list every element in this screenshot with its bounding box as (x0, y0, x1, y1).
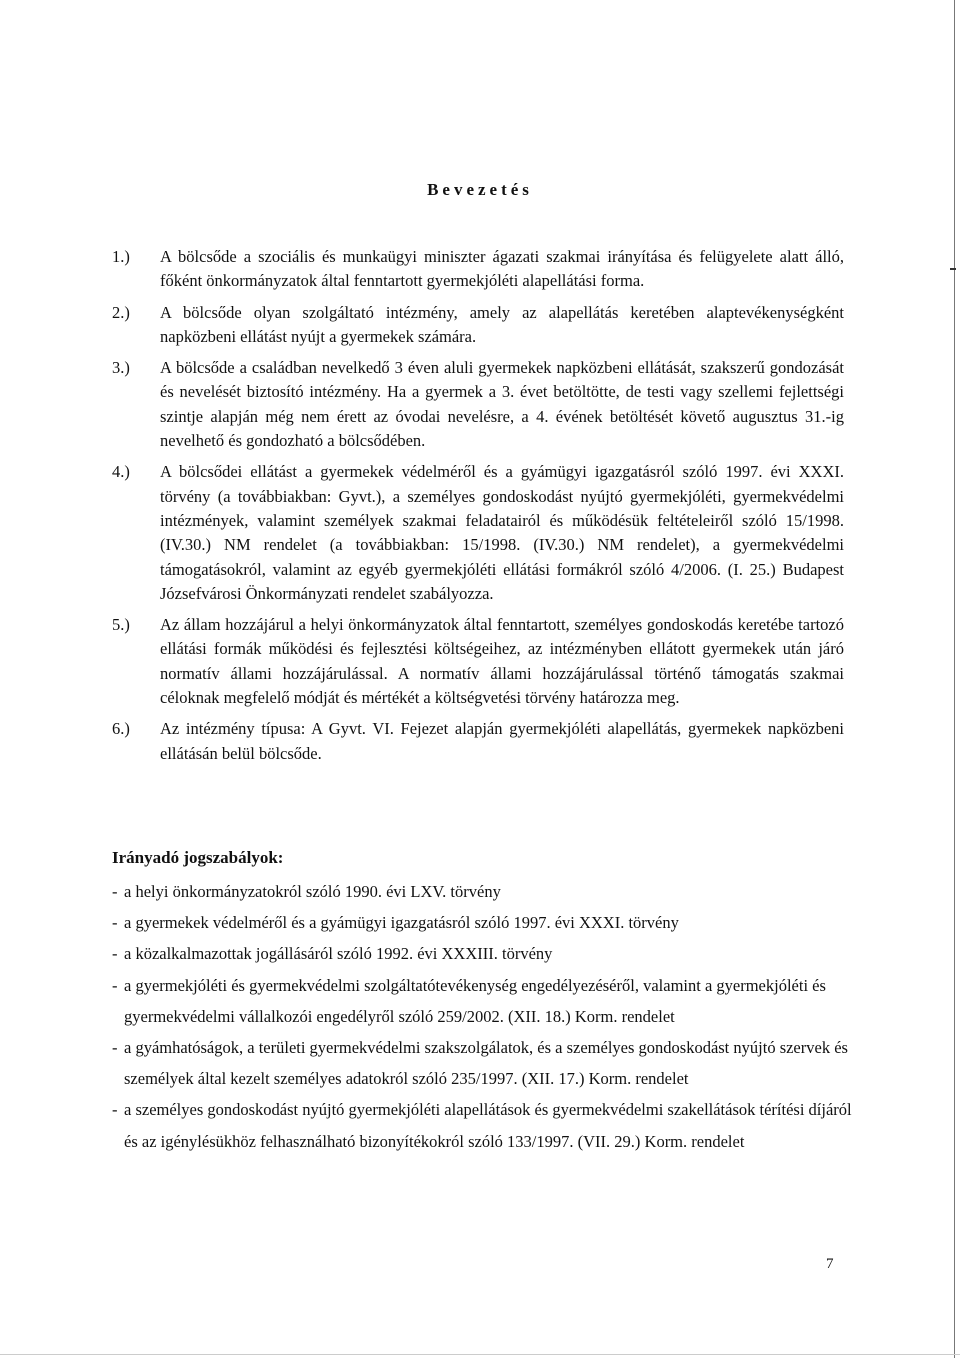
section-title: Bevezetés (427, 180, 533, 199)
item-text: A bölcsőde a családban nevelkedő 3 éven aluli gyermekek napközbeni ellátását, szakszerű gondozását és nevelését biztosító intézmény. Ha a gyermek a 3. évet betöltötte, de testi vagy szellemi fejlettségi szintje alapján még nem érett az óvodai nevelésre, a 4. évének betöltését követő augusztus 31.-ig nevelhető és gondozható a bölcsődében. (160, 358, 844, 451)
list-dash: - (112, 975, 118, 995)
item-text: A bölcsőde olyan szolgáltató intézmény, amely az alapellátás keretében alaptevékenységként napközbeni ellátást nyújt a gyermekek számára. (160, 302, 844, 346)
list-dash: - (112, 944, 118, 964)
item-text: Az állam hozzájárul a helyi önkormányzatok által fenntartott, személyes gondoskodás keretébe tartozó ellátási formák működési és fejlesztési költségeihez, az intézményben ellátott gyermekek után járó normatív állami hozzájárulással. A normatív állami hozzájárulással történő támogatás szakmai céloknak megfelelő módját és mértékét a költségvetési törvény határozza meg. (160, 615, 844, 708)
item-number: 3.) (112, 358, 130, 378)
scan-bottom-edge (0, 1354, 960, 1355)
intro-item-2 (112, 301, 844, 350)
list-dash: - (112, 1038, 118, 1058)
law-item-1 (112, 876, 852, 907)
law-text: a személyes gondoskodást nyújtó gyermekjóléti alapellátások és gyermekvédelmi szakellátások térítési díjáról és az igénylésükhöz felhasználható bizonyítékokról szóló 133/1997. (VII. 29.) Korm. rendelet (124, 1100, 852, 1151)
item-number: 1.) (112, 247, 130, 266)
law-text: a gyámhatóságok, a területi gyermekvédelmi szakszolgálatok, és a személyes gondoskodást nyújtó szervek és személyek által kezelt személyes adatokról szóló 235/1997. (XII. 17.) Korm. rendelet (124, 1038, 848, 1089)
law-item-2 (112, 907, 852, 938)
law-text: a gyermekek védelméről és a gyámügyi igazgatásról szóló 1997. évi XXXI. törvény (124, 913, 679, 933)
law-item-6 (112, 1094, 852, 1156)
laws-list (112, 876, 852, 1157)
list-dash: - (112, 882, 118, 901)
law-text: a gyermekjóléti és gyermekvédelmi szolgáltatótevékenység engedélyezéséről, valamint a gyermekjóléti és gyermekvédelmi vállalkozói engedélyről szóló 259/2002. (XII. 18.) Korm. rendelet (124, 975, 826, 1026)
scan-edge-mark (950, 268, 956, 270)
item-number: 2.) (112, 302, 130, 322)
intro-item-5 (112, 613, 844, 710)
law-text: a közalkalmazottak jogállásáról szóló 1992. évi XXXIII. törvény (124, 944, 553, 964)
list-dash: - (112, 913, 118, 933)
law-text: a helyi önkormányzatokról szóló 1990. évi LXV. törvény (124, 882, 501, 901)
law-item-5 (112, 1032, 852, 1094)
intro-item-1 (112, 245, 844, 294)
intro-item-3 (112, 356, 844, 453)
intro-item-4 (112, 460, 844, 606)
item-text: A bölcsődei ellátást a gyermekek védelméről és a gyámügyi igazgatásról szóló 1997. évi XXXI. törvény (a továbbiakban: Gyvt.), a személyes gondoskodást nyújtó gyermekjóléti, gyermekvédelmi intézmények, valamint személyek szakmai feladatairól és működésük feltételeiről szóló 15/1998. (IV.30.) NM rendelet (a továbbiakban: 15/1998. (IV.30.) NM rendelet), a gyermekvédelmi támogatásokról, valamint az egyéb gyermekjóléti ellátási formákról szóló 4/2006. (I. 25.) Budapest Józsefvárosi Önkormányzati rendelet szabályozza. (160, 462, 844, 603)
page-number: 7 (826, 1256, 834, 1272)
item-number: 5.) (112, 615, 130, 635)
item-text: Az intézmény típusa: A Gyvt. VI. Fejezet alapján gyermekjóléti alapellátás, gyermekek napközbeni ellátásán belül bölcsőde. (160, 719, 844, 763)
laws-heading: Irányadó jogszabályok: (112, 848, 284, 867)
law-item-3 (112, 938, 852, 969)
intro-list (112, 245, 844, 773)
item-text: A bölcsőde a szociális és munkaügyi miniszter ágazati szakmai irányítása és felügyelete alatt álló, főként önkormányzatok által fenntartott gyermekjóléti alapellátási forma. (160, 247, 844, 291)
list-dash: - (112, 1100, 118, 1120)
scan-edge-line (954, 0, 955, 1358)
intro-item-6 (112, 717, 844, 766)
item-number: 6.) (112, 719, 130, 739)
law-item-4 (112, 970, 852, 1032)
item-number: 4.) (112, 462, 130, 482)
